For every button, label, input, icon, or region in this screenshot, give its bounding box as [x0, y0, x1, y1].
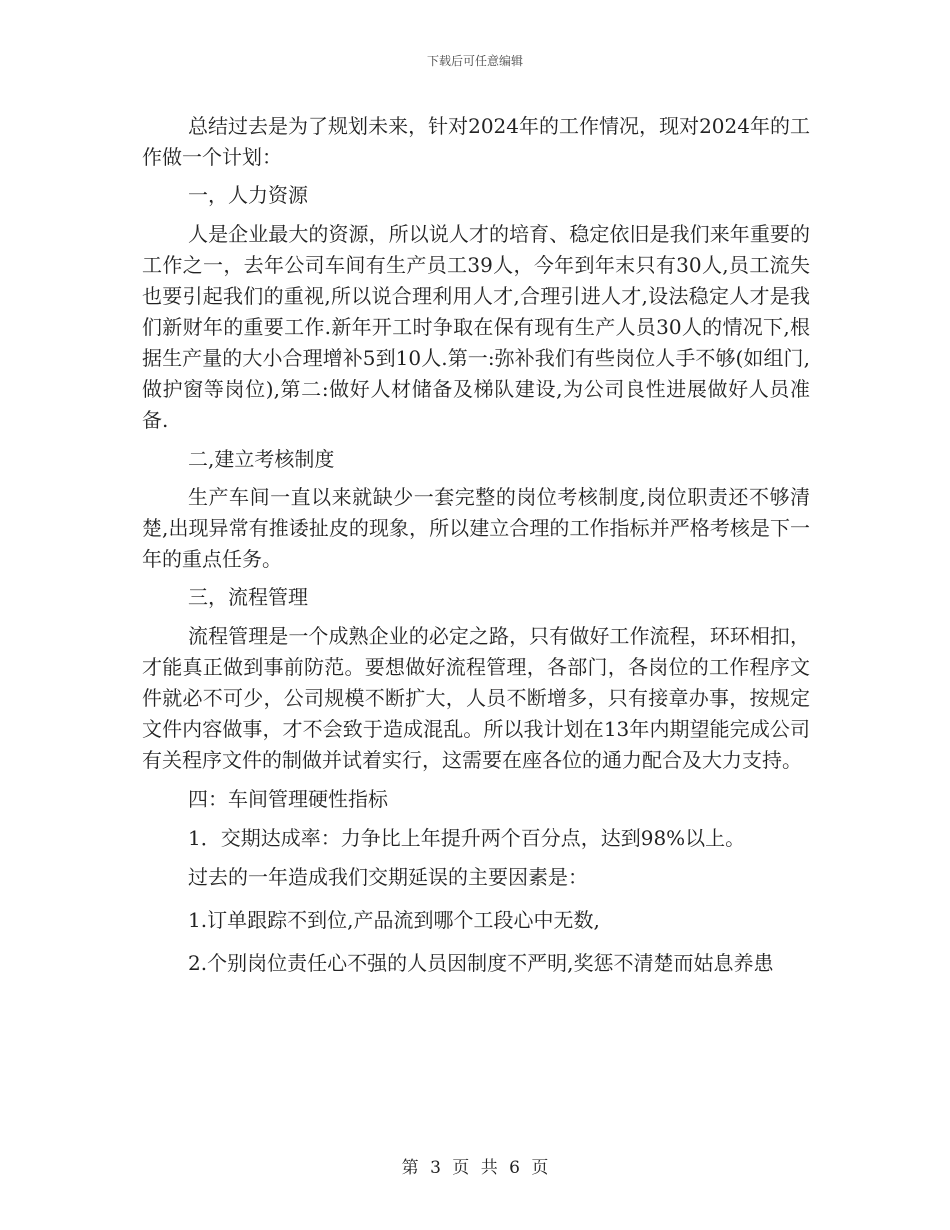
page-header-note: 下载后可任意编辑: [426, 54, 523, 68]
section-heading-assessment: 二,建立考核制度: [188, 447, 335, 471]
target-item-delivery-rate: 1．交期达成率：力争比上年提升两个百分点，达到98%以上。: [188, 826, 746, 850]
section-heading-human-resources: 一，人力资源: [188, 183, 308, 207]
section-heading-workshop-targets: 四：车间管理硬性指标: [188, 787, 388, 811]
process-paragraph: 流程管理是一个成熟企业的必定之路，只有做好工作流程，环环相扣，才能真正做到事前防范。要想做好流程管理，各部门，各岗位的工作程序文件就必不可少，公司规模不断扩大，人员不断增多，只有接章办事，按规定文件内容做事，才不会致于造成混乱。所以我计划在13年内期望能完成公司有关程序文件的制做并试着实行，这需要在座各位的通力配合及大力支持。: [142, 624, 810, 772]
delay-cause-2: 2.个别岗位责任心不强的人员因制度不严明,奖惩不清楚而姑息养患: [188, 951, 774, 975]
section-heading-process: 三，流程管理: [188, 585, 308, 609]
delay-cause-1: 1.订单跟踪不到位,产品流到哪个工段心中无数,: [188, 908, 600, 932]
human-resources-paragraph: 人是企业最大的资源，所以说人才的培育、稳定依旧是我们来年重要的工作之一，去年公司车间有生产员工39人，今年到年末只有30人,员工流失也要引起我们的重视,所以说合理利用人才,合理引进人才,设法稳定人才是我们新财年的重要工作.新年开工时争取在保有现有生产人员30人的情况下,根据生产量的大小合理增补5到10人.第一:弥补我们有些岗位人手不够(如组门,做护窗等岗位),第二:做好人材储备及梯队建设,为公司良性进展做好人员准备.: [142, 222, 810, 432]
document-body: [142, 111, 810, 979]
assessment-paragraph: 生产车间一直以来就缺少一套完整的岗位考核制度,岗位职责还不够清楚,出现异常有推诿扯皮的现象，所以建立合理的工作指标并严格考核是下一年的重点任务。: [142, 485, 810, 571]
target-delay-causes-intro: 过去的一年造成我们交期延误的主要因素是：: [188, 865, 588, 889]
page-number: 第 3 页 共 6 页: [401, 1158, 549, 1178]
intro-paragraph: 总结过去是为了规划未来，针对2024年的工作情况，现对2024年的工作做一个计划：: [142, 114, 810, 169]
